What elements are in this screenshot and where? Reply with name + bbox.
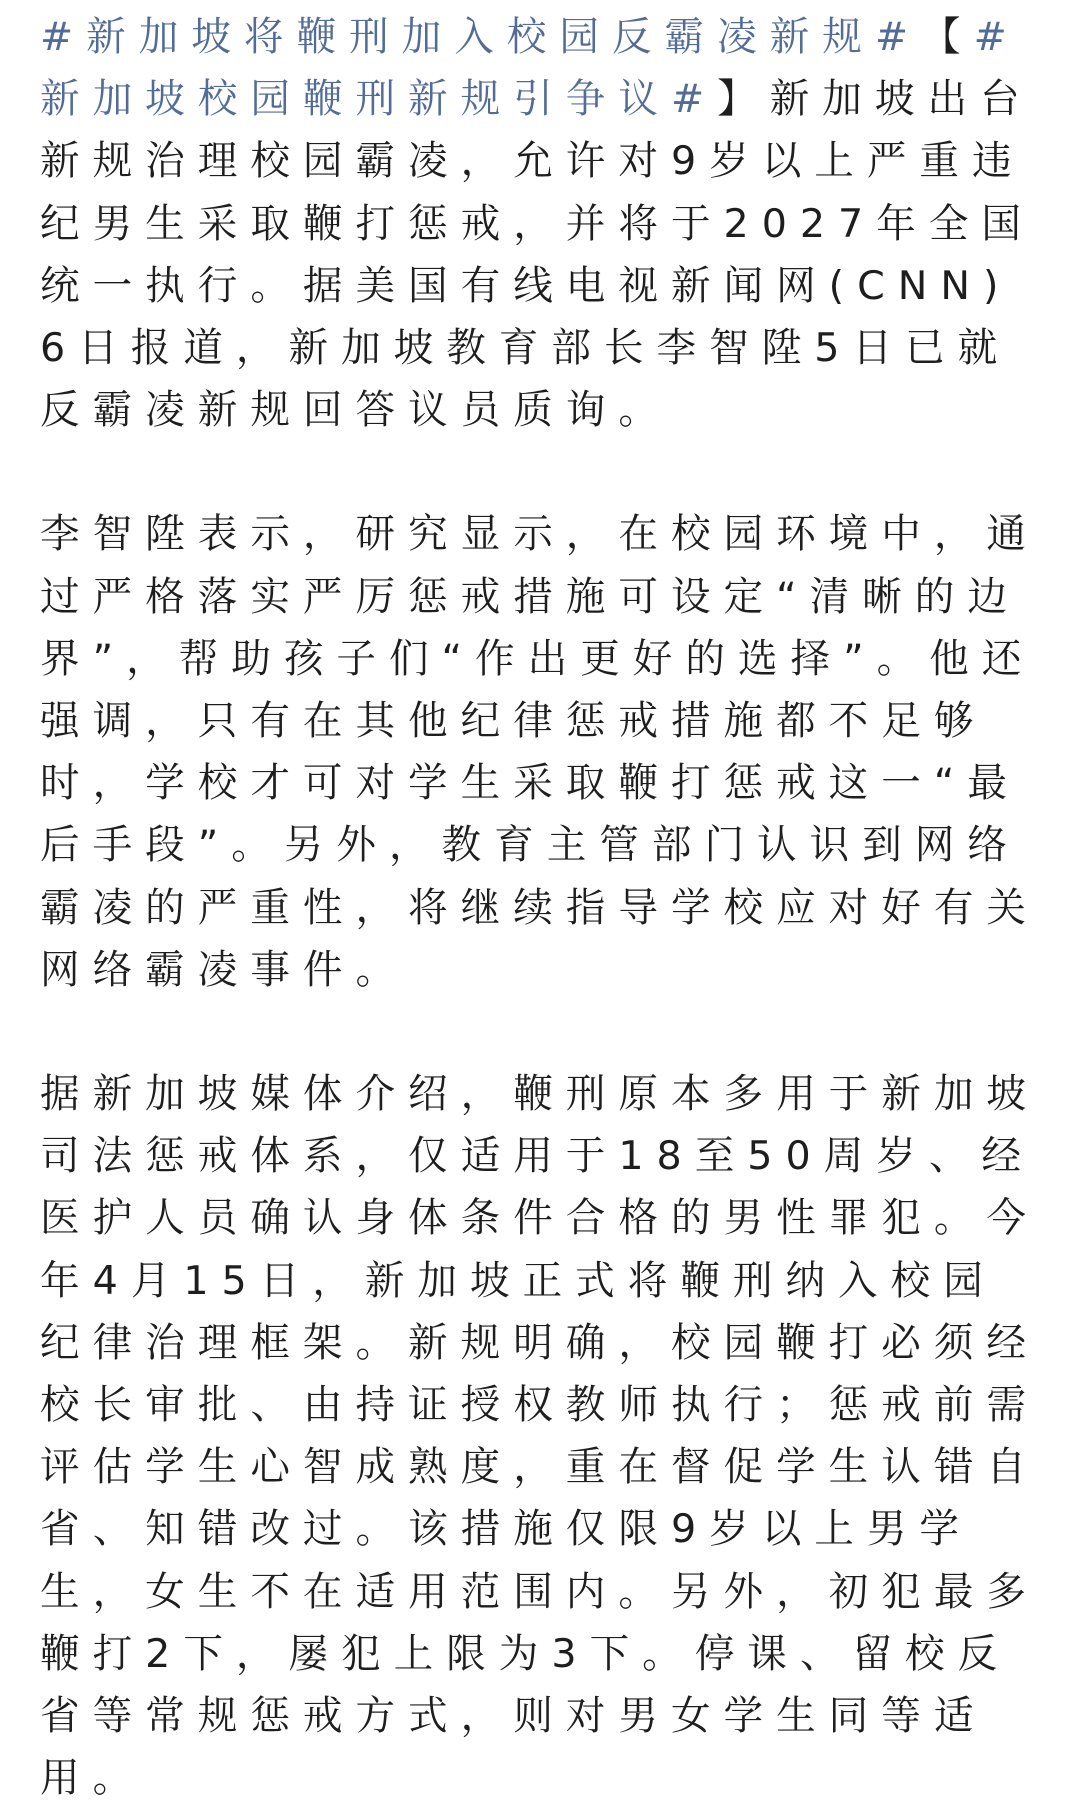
hashtag-topic-link[interactable]: #新加坡将鞭刑加入校园反霸凌新规# — [40, 14, 921, 60]
bracket-close: 】 — [717, 76, 770, 123]
hashtag-topic-link[interactable]: #新加坡校园鞭刑新规引争议# — [40, 14, 1020, 123]
post-content — [40, 6, 1040, 1809]
paragraph-intro — [40, 6, 1040, 441]
paragraph-minister-statement: 李智陞表示，研究显示，在校园环境中，通过严格落实严厉惩戒措施可设定“清晰的边界”，帮助孩子们“作出更好的选择”。他还强调，只有在其他纪律惩戒措施都不足够时，学校才可对学生采取鞭打惩戒这一“最后手段”。另外，教育主管部门认识到网络霸凌的严重性，将继续指导学校应对好有关网络霸凌事件。 — [40, 511, 1039, 993]
bracket-open: 【 — [921, 14, 974, 60]
paragraph-text: 新加坡出台新规治理校园霸凌，允许对9岁以上严重违纪男生采取鞭打惩戒，并将于2027年全国统一执行。据美国有线电视新闻网(CNN)6日报道，新加坡教育部长李智陞5日已就反霸凌新规回答议员质询。 — [40, 76, 1034, 434]
paragraph-policy-details: 据新加坡媒体介绍，鞭刑原本多用于新加坡司法惩戒体系，仅适用于18至50周岁、经医护人员确认身体条件合格的男性罪犯。今年4月15日，新加坡正式将鞭刑纳入校园纪律治理框架。新规明确，校园鞭打必须经校长审批、由持证授权教师执行；惩戒前需评估学生心智成熟度，重在督促学生认错自省、知错改过。该措施仅限9岁以上男学生，女生不在适用范围内。另外，初犯最多鞭打2下，屡犯上限为3下。停课、留校反省等常规惩戒方式，则对男女学生同等适用。 — [40, 1071, 1039, 1802]
